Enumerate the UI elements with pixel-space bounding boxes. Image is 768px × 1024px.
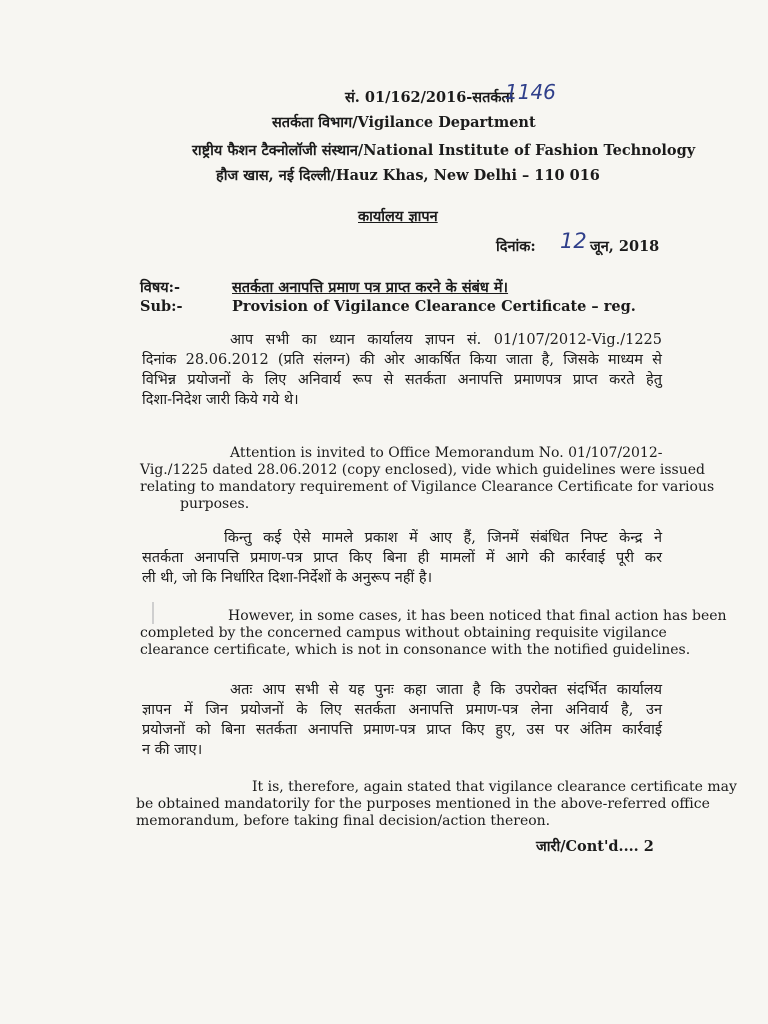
continued-note: जारी/Cont'd.... 2	[536, 838, 654, 855]
date-label: दिनांक:	[496, 238, 536, 255]
paragraph-3-english	[136, 779, 737, 830]
ref-number-text: सं. 01/162/2016-सतर्कता	[345, 89, 514, 106]
memo-title: कार्यालय ज्ञापन	[358, 208, 438, 225]
paragraph-line: purposes.	[180, 496, 250, 512]
paragraph-1-english	[140, 445, 715, 513]
paragraph-line: आप सभी का ध्यान कार्यालय ज्ञापन सं. 01/107/2012-Vig./1225	[230, 332, 662, 348]
paragraph-line: किन्तु कई ऐसे मामले प्रकाश में आए हैं, जिनमें संबंधित निफ्ट केन्द्र ने	[224, 530, 662, 546]
paragraph-line: It is, therefore, again stated that vigilance clearance certificate may	[252, 779, 737, 795]
paragraph-line: दिशा-निदेश जारी किये गये थे।	[142, 392, 299, 408]
paragraph-3-hindi	[142, 680, 662, 760]
paragraph-line: ज्ञापन में जिन प्रयोजनों के लिए सतर्कता अनापत्ति प्रमाण-पत्र लेना अनिवार्य है, उन	[142, 702, 662, 718]
date-month-year: जून, 2018	[590, 238, 660, 255]
paragraph-line: प्रयोजनों को बिना सतर्कता अनापत्ति प्रमाण-पत्र प्राप्त किए हुए, उस पर अंतिम कार्रवाई	[142, 722, 662, 738]
paragraph-line: memorandum, before taking final decision/action thereon.	[136, 813, 551, 829]
handwritten-date: 12	[560, 229, 587, 253]
paragraph-line: relating to mandatory requirement of Vigilance Clearance Certificate for various	[140, 479, 715, 495]
subject-label-english: Sub:-	[140, 298, 183, 315]
paragraph-line: न की जाए।	[142, 742, 203, 758]
paragraph-line: clearance certificate, which is not in consonance with the notified guidelines.	[140, 642, 691, 658]
subject-text-hindi: सतर्कता अनापत्ति प्रमाण पत्र प्राप्त करने के संबंध में।	[232, 279, 509, 296]
reference-number	[345, 87, 514, 107]
subject-label-hindi: विषय:-	[140, 279, 180, 296]
paragraph-line: Attention is invited to Office Memorandum No. 01/107/2012-	[230, 445, 663, 461]
institute-name: राष्ट्रीय फैशन टैक्नोलॉजी संस्थान/National Institute of Fashion Technology	[192, 142, 696, 159]
subject-text-english: Provision of Vigilance Clearance Certificate – reg.	[232, 298, 636, 315]
paragraph-line: completed by the concerned campus without obtaining requisite vigilance	[140, 625, 667, 641]
department-name: सतर्कता विभाग/Vigilance Department	[272, 114, 536, 131]
handwritten-ref-number: 1146	[505, 80, 556, 104]
paragraph-line: दिनांक 28.06.2012 (प्रति संलग्न) की ओर आकर्षित किया जाता है, जिसके माध्यम से	[142, 352, 662, 368]
paragraph-line: be obtained mandatorily for the purposes mentioned in the above-referred office	[136, 796, 710, 812]
paragraph-line: अतः आप सभी से यह पुनः कहा जाता है कि उपरोक्त संदर्भित कार्यालय	[230, 682, 662, 698]
paragraph-line: Vig./1225 dated 28.06.2012 (copy enclosed), vide which guidelines were issued	[140, 462, 705, 478]
paragraph-line: सतर्कता अनापत्ति प्रमाण-पत्र प्राप्त किए बिना ही मामलों में आगे की कार्रवाई पूरी कर	[142, 550, 662, 566]
paragraph-line: विभिन्न प्रयोजनों के लिए अनिवार्य रूप से सतर्कता अनापत्ति प्रमाणपत्र प्राप्त करते हेतु	[142, 372, 662, 388]
paragraph-line: ली थी, जो कि निर्धारित दिशा-निर्देशों के अनुरूप नहीं है।	[142, 570, 433, 586]
paragraph-1-hindi	[142, 330, 662, 410]
institute-address: हौज खास, नई दिल्ली/Hauz Khas, New Delhi – 110 016	[216, 167, 600, 184]
paragraph-2-english	[140, 608, 727, 659]
paragraph-2-hindi	[142, 528, 662, 588]
paragraph-line: However, in some cases, it has been noticed that final action has been	[228, 608, 727, 624]
